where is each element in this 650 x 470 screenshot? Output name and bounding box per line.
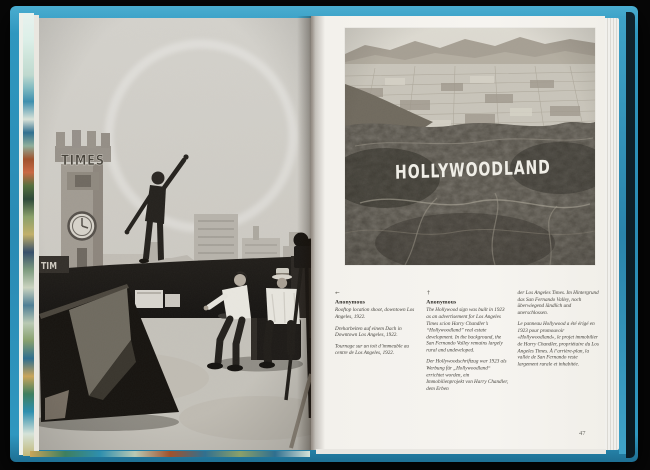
rooftop-photo	[39, 18, 311, 450]
caption-column-2	[426, 290, 508, 397]
caption-fr: Tournage sur un toit d’immeuble au centre de Los Angeles, 1922.	[335, 343, 409, 356]
page-bottom-edge-colorful	[30, 451, 310, 457]
caption-fr: Le panneau Hollywood a été érigé en 1923 pour promouvoir «Hollywoodland», le projet immobilier de Harry Chandler, propriétaire du Los Angeles Times. À l’arrière-plan, la vallée de San Fernando reste largement rurale et inhabitée.	[517, 321, 599, 367]
page-fore-edge-right	[605, 18, 619, 450]
hollywoodland-photo	[345, 28, 595, 265]
page-fore-edge-left-colorful	[23, 13, 34, 456]
caption-author: Anonymous	[335, 298, 366, 305]
caption-author: Anonymous	[426, 298, 457, 305]
cover-edge-right-blue	[619, 16, 626, 454]
page-number: 47	[579, 430, 586, 437]
caption-column-3	[518, 290, 600, 397]
caption-block	[335, 290, 600, 397]
left-page	[39, 18, 311, 450]
arrow-up-icon: ↑	[426, 290, 431, 297]
page-bottom-edge-white	[316, 449, 606, 454]
caption-de: Dreharbeiten auf einem Dach in Downtown Los Angeles, 1922.	[335, 325, 402, 338]
book-cover-right-fold	[626, 12, 635, 458]
caption-de-part1: Der Hollywoodschriftzug war 1923 als Werbung für „Hollywoodland“ errichtet worden, ein Immobilienprojekt von Harry Chandler, dem Erben	[426, 358, 509, 392]
caption-column-1	[335, 290, 417, 397]
caption-de-part2: der Los Angeles Times. Im Hintergrund das San Fernando Valley, noch überwiegend ländlich und unerschlossen.	[517, 290, 599, 316]
right-page	[311, 16, 605, 450]
caption-en: The Hollywood sign was built in 1923 as an advertisement for Los Angeles Times scion Harry Chandler’s “Hollywoodland” real estate development. In the background, the San Fernando Valley remains largely rural and undeveloped.	[426, 307, 505, 354]
caption-en: Rooftop location shoot, downtown Los Angeles, 1922.	[335, 307, 415, 320]
arrow-left-icon: ←	[335, 290, 340, 297]
